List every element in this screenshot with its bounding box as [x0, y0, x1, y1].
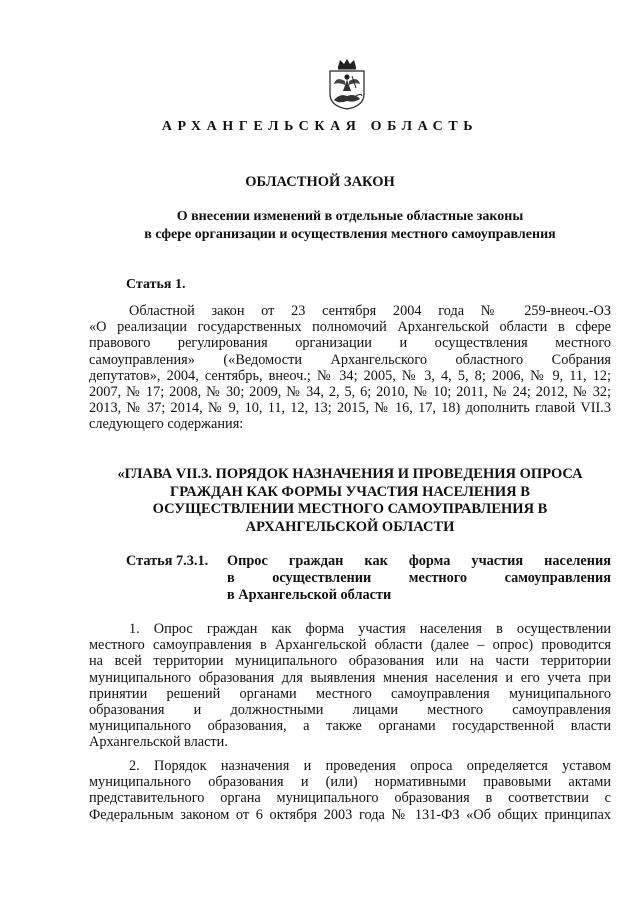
- law-title-line: О внесении изменений в отдельные областные законы: [176, 209, 524, 224]
- article-1-heading: Статья 1.: [126, 277, 186, 292]
- coat-of-arms-icon: [326, 58, 368, 110]
- law-title: [90, 208, 610, 244]
- article-title: [227, 553, 611, 604]
- text-line: муниципального образования и (или) нормативными правовыми актами: [89, 774, 611, 791]
- article-1-text: [89, 303, 611, 433]
- article-label: Статья 7.3.1.: [126, 553, 209, 569]
- article-title-line: Опрос граждан как форма участия населения: [227, 553, 611, 569]
- text-line: образования и должностными лицами местного самоуправления: [89, 702, 611, 719]
- text-line: следующего содержания:: [89, 416, 244, 433]
- text-line: на всей территории муниципального образования или на части территории: [89, 653, 611, 670]
- chapter-heading-line: ОСУЩЕСТВЛЕНИИ МЕСТНОГО САМОУПРАВЛЕНИЯ В: [152, 501, 548, 517]
- text-line: муниципального образования для выявления мнения населения и его учета при: [89, 669, 611, 686]
- text-line: «О реализации государственных полномочий Архангельской области в сфере: [89, 319, 611, 336]
- text-line: 2007, № 17; 2008, № 30; 2009, № 34, 2, 5, 6; 2010, № 10; 2011, № 24; 2012, № 32;: [89, 384, 611, 401]
- text-line: представительного органа муниципального образования в соответствии с: [89, 790, 611, 807]
- text-line: местного самоуправления в Архангельской области (далее – опрос) проводится: [89, 637, 611, 654]
- law-title-line: в сфере организации и осуществления местного самоуправления: [144, 227, 556, 242]
- text-line: 1. Опрос граждан как форма участия населения в осуществлении: [129, 621, 611, 637]
- paragraph-1: [89, 621, 611, 751]
- text-line: депутатов», 2004, сентябрь, внеоч.; № 34; 2005, № 3, 4, 5, 8; 2006, № 9, 11, 12;: [89, 367, 611, 384]
- article-title-line: в Архангельской области: [227, 587, 392, 603]
- text-line: Областной закон от 23 сентября 2004 года № 259-внеоч.-ОЗ: [129, 303, 611, 319]
- chapter-heading-line: АРХАНГЕЛЬСКОЙ ОБЛАСТИ: [245, 518, 455, 535]
- text-line: правового регулирования организации и осуществления местного: [89, 335, 611, 352]
- text-line: муниципального образования, а также органами государственной власти: [89, 718, 611, 735]
- text-line: Федеральным законом от 6 октября 2003 года № 131-ФЗ «Об общих принципах: [89, 806, 611, 823]
- text-line: 2013, № 37; 2014, № 9, 10, 11, 12, 13; 2015, № 16, 17, 18) дополнить главой VII.3: [89, 400, 611, 417]
- chapter-heading-line: «ГЛАВА VII.3. ПОРЯДОК НАЗНАЧЕНИЯ И ПРОВЕДЕНИЯ ОПРОСА: [117, 466, 583, 482]
- region-name: АРХАНГЕЛЬСКАЯ ОБЛАСТЬ: [161, 119, 479, 134]
- text-line: Архангельской власти.: [89, 734, 228, 751]
- law-type: ОБЛАСТНОЙ ЗАКОН: [245, 174, 395, 190]
- text-line: самоуправления» («Ведомости Архангельского областного Собрания: [89, 351, 611, 368]
- paragraph-2: [89, 758, 611, 823]
- chapter-heading-line: ГРАЖДАН КАК ФОРМЫ УЧАСТИЯ НАСЕЛЕНИЯ В: [170, 483, 530, 500]
- article-title-line: в осуществлении местного самоуправления: [227, 570, 611, 586]
- chapter-heading: [89, 466, 611, 536]
- text-line: принятии решений органами местного самоуправления муниципального: [89, 685, 611, 702]
- text-line: 2. Порядок назначения и проведения опроса определяется уставом: [129, 758, 611, 774]
